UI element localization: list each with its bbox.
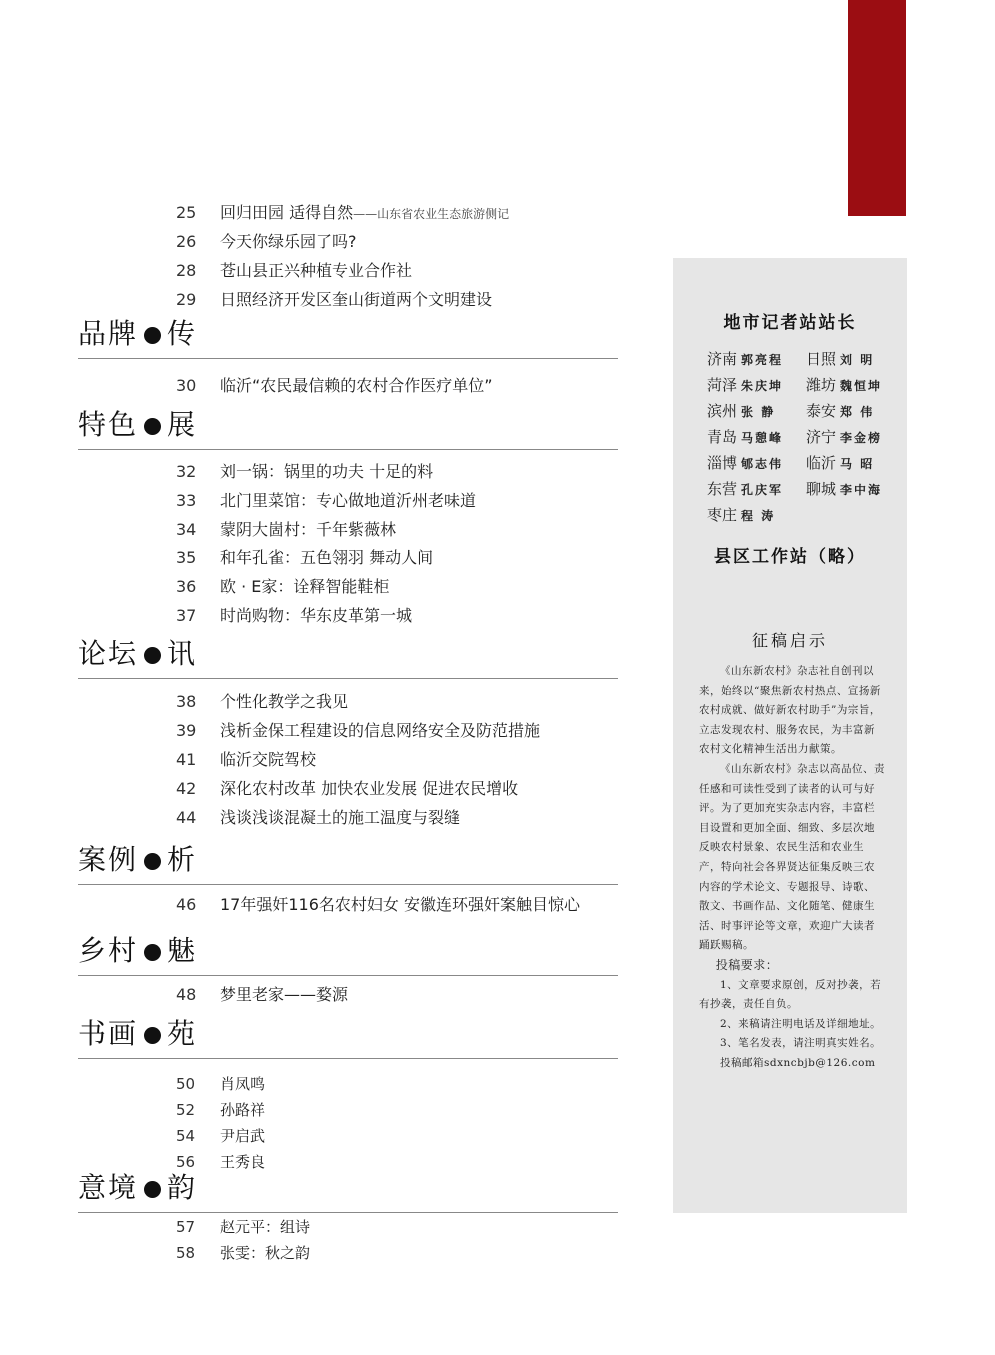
station-item [707,400,807,422]
page-number: 48 [176,985,197,1004]
requirement-item: 1、文章要求原创，反对抄袭，若有抄袭，责任自负。 [699,978,882,1011]
station-city: 东营 [707,480,738,498]
toc-entry[interactable] [176,575,389,599]
station-city: 潍坊 [806,376,837,394]
entry-title: 苍山县正兴种植专业合作社 [220,261,413,280]
section-name-left: 论坛 [78,637,139,670]
toc-entry[interactable] [176,748,316,772]
station-item [707,374,807,396]
section-name-left: 书画 [78,1017,139,1050]
entry-title: 张雯：秋之韵 [220,1244,311,1262]
page-number: 46 [176,895,197,914]
station-city: 日照 [806,350,837,368]
section-heading [78,634,618,679]
toc-entry[interactable] [176,489,476,513]
county-stations-title: 县区工作站（略） [714,547,866,567]
station-item [806,478,906,500]
notice-paragraph: 《山东新农村》杂志社自创刊以来，始终以“聚焦新农村热点、宣扬新农村成就、做好新农村助手”为宗旨，立志发现农村、服务农民，为丰富新农村文化精神生活出力献策。 [699,665,881,756]
section-name-left: 意境 [78,1171,139,1204]
station-item [707,504,807,526]
entry-title: 北门里菜馆：专心做地道沂州老味道 [220,491,477,510]
page-number: 28 [176,261,197,280]
entry-title: 赵元平：组诗 [220,1218,311,1236]
station-person: 郭亮程 [741,353,784,367]
page-number: 44 [176,808,197,827]
section-name-right: 魅 [167,934,198,967]
page-number: 35 [176,548,197,567]
entry-title: 今天你绿乐园了吗? [220,232,357,251]
entry-title: 回归田园 适得自然 [220,203,354,222]
entry-title: 刘一锅：锅里的功夫 十足的料 [220,462,434,481]
station-city: 枣庄 [707,506,738,524]
station-person: 李金榜 [840,431,883,445]
section-name-right: 析 [167,843,198,876]
entry-title: 浅谈浅谈混凝土的施工温度与裂缝 [220,808,461,827]
email-address[interactable]: sdxncbjb@126.com [764,1056,876,1069]
entry-title: 尹启武 [220,1127,266,1145]
toc-entry[interactable] [176,546,433,570]
station-item [707,348,807,370]
toc-entry[interactable] [176,806,460,830]
station-person: 程 涛 [741,509,776,523]
station-item [806,348,906,370]
section-heading [78,405,618,450]
station-city: 青岛 [707,428,738,446]
page-number: 26 [176,232,197,251]
bullet-dot-icon [144,1181,161,1198]
bullet-dot-icon [144,327,161,344]
section-name-left: 案例 [78,843,139,876]
station-person: 郑 伟 [840,405,875,419]
toc-entry[interactable] [176,690,348,714]
entry-title: 时尚购物：华东皮革第一城 [220,606,413,625]
toc-entry[interactable] [176,374,493,398]
email-label: 投稿邮箱 [720,1056,764,1069]
page-number: 34 [176,520,197,539]
toc-entry[interactable] [176,518,396,542]
toc-entry[interactable] [176,288,492,312]
entry-title: 欧 · E家：诠释智能鞋柜 [220,577,390,596]
toc-entry[interactable] [176,1215,310,1239]
entry-title: 蒙阴大崮村：千年紫薇林 [220,520,397,539]
station-person: 张 静 [741,405,776,419]
page-number: 39 [176,721,197,740]
toc-entry[interactable] [176,230,357,254]
section-name-left: 特色 [78,408,139,441]
sidebar-panel [673,258,907,1213]
page-number: 50 [176,1075,196,1093]
toc-entry[interactable] [176,1124,265,1148]
station-city: 淄博 [707,454,738,472]
notice-title: 征稿启示 [751,631,828,650]
requirement-item: 3、笔名发表，请注明真实姓名。 [720,1037,882,1050]
station-person: 魏恒坤 [840,379,883,393]
page-number: 56 [176,1153,196,1171]
toc-entry[interactable] [176,460,433,484]
toc-entry[interactable] [176,201,509,225]
entry-title: 和年孔雀：五色翎羽 舞动人间 [220,548,434,567]
toc-entry[interactable] [176,983,348,1007]
toc-entry[interactable] [176,1241,310,1265]
page-number: 58 [176,1244,196,1262]
entry-title: 日照经济开发区奎山街道两个文明建设 [220,290,493,309]
page-number: 33 [176,491,197,510]
entry-title: 个性化教学之我见 [220,692,349,711]
section-heading [78,1168,618,1213]
entry-title: 王秀良 [220,1153,266,1171]
page-number: 38 [176,692,197,711]
section-name-right: 苑 [167,1017,198,1050]
requirements-title: 投稿要求： [715,957,779,972]
reporter-stations-title: 地市记者站站长 [723,313,857,333]
toc-entry[interactable] [176,719,540,743]
page-number: 41 [176,750,197,769]
station-city: 临沂 [806,454,837,472]
section-heading [78,314,618,359]
station-person: 孔庆军 [741,483,784,497]
toc-entry[interactable] [176,259,412,283]
station-person: 李中海 [840,483,883,497]
bullet-dot-icon [144,1027,161,1044]
entry-subtitle: ——山东省农业生态旅游侧记 [353,207,510,221]
station-city: 济宁 [806,428,837,446]
station-city: 济南 [707,350,738,368]
station-item [806,374,906,396]
station-item [707,452,807,474]
station-item [707,426,807,448]
station-item [806,400,906,422]
entry-title: 临沂交院驾校 [220,750,317,769]
section-name-right: 展 [167,408,198,441]
page-number: 30 [176,376,197,395]
section-name-left: 品牌 [78,317,139,350]
station-person: 马憩峰 [741,431,784,445]
accent-bar [848,0,906,216]
toc-entry[interactable] [176,604,412,628]
entry-title: 肖凤鸣 [220,1075,266,1093]
section-name-right: 讯 [167,637,198,670]
page-number: 52 [176,1101,196,1119]
section-heading [78,931,618,976]
station-person: 朱庆坤 [741,379,784,393]
section-name-left: 乡村 [78,934,139,967]
section-heading [78,840,618,885]
station-item [707,478,807,500]
station-city: 泰安 [806,402,837,420]
entry-title: 孙路祥 [220,1101,266,1119]
station-person: 马 昭 [840,457,875,471]
entry-title: 深化农村改革 加快农业发展 促进农民增收 [220,779,519,798]
entry-title: 临沂“农民最信赖的农村合作医疗单位” [220,376,493,395]
entry-title: 梦里老家——婺源 [220,985,349,1004]
station-city: 聊城 [806,480,837,498]
section-name-right: 传 [167,317,198,350]
section-name-right: 韵 [167,1171,198,1204]
page-number: 25 [176,203,197,222]
entry-title: 浅析金保工程建设的信息网络安全及防范措施 [220,721,541,740]
toc-entry[interactable] [176,1098,265,1122]
bullet-dot-icon [144,944,161,961]
station-item [806,452,906,474]
section-heading [78,1014,618,1059]
entry-title: 17年强奸116名农村妇女 安徽连环强奸案触目惊心 [220,895,580,914]
toc-entry[interactable] [176,777,518,801]
page-number: 32 [176,462,197,481]
station-person: 郇志伟 [741,457,784,471]
station-item [806,426,906,448]
station-person: 刘 明 [840,353,875,367]
station-city: 菏泽 [707,376,738,394]
call-for-papers [699,662,885,1073]
notice-paragraph: 《山东新农村》杂志以高品位、责任感和可读性受到了读者的认可与好评。为了更加充实杂志内容，丰富栏目设置和更加全面、细致、多层次地反映农村景象、农民生活和农业生产，特向社会各界贤达征集反映三农内容的学术论文、专题报导、诗歌、散文、书画作品、文化随笔、健康生活、时事评论等文章，欢迎广大读者踊跃赐稿。 [699,762,885,952]
page-number: 37 [176,606,197,625]
bullet-dot-icon [144,853,161,870]
page-number: 57 [176,1218,196,1236]
email-line [699,1054,885,1074]
page-number: 42 [176,779,197,798]
page-number: 36 [176,577,197,596]
toc-entry[interactable] [176,1072,265,1096]
station-city: 滨州 [707,402,738,420]
toc-entry[interactable] [176,893,580,917]
bullet-dot-icon [144,647,161,664]
bullet-dot-icon [144,418,161,435]
requirement-item: 2、来稿请注明电话及详细地址。 [720,1017,882,1030]
page-number: 29 [176,290,197,309]
page-number: 54 [176,1127,196,1145]
